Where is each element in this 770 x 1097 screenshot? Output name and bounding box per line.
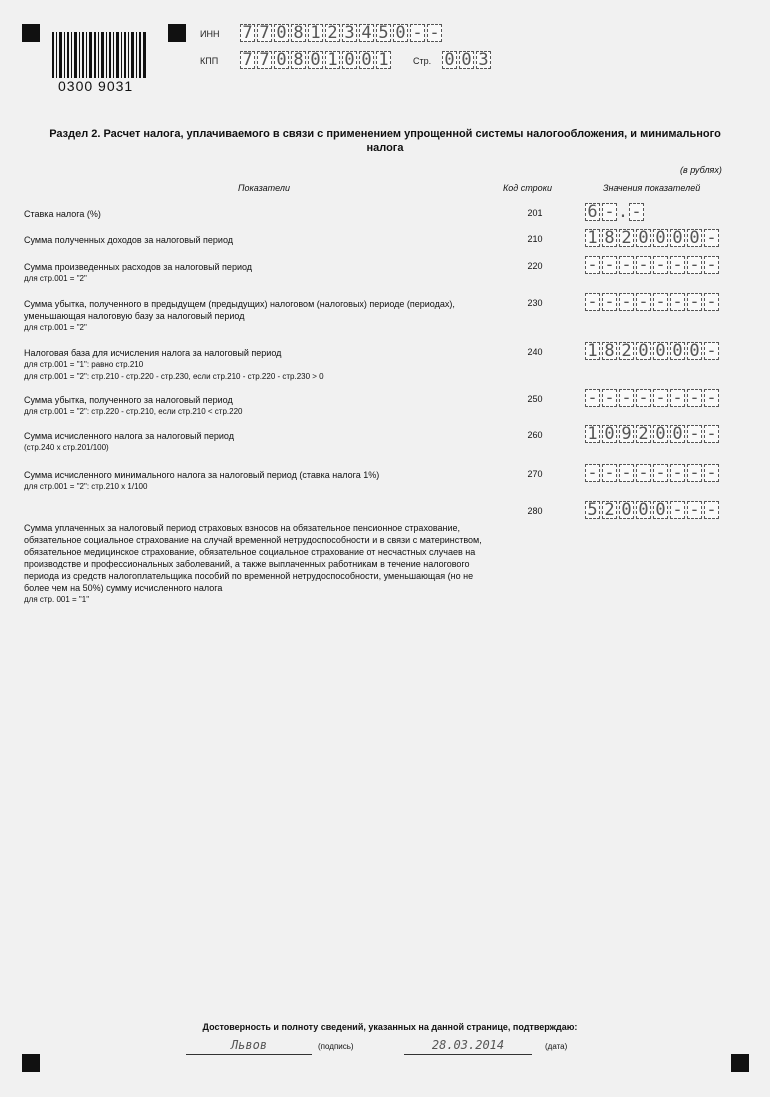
page-number-field[interactable] [442, 51, 491, 69]
digit-cell[interactable]: 2 [325, 24, 340, 42]
digit-cell[interactable]: - [704, 293, 719, 311]
barcode-image [52, 32, 148, 82]
barcode-number: 0300 9031 [58, 78, 134, 94]
column-header-values: Значения показателей [603, 183, 701, 193]
digit-cell[interactable]: - [670, 256, 685, 274]
digit-cell[interactable]: 0 [459, 51, 474, 69]
digit-cell[interactable]: 0 [308, 51, 323, 69]
digit-cell[interactable]: 2 [602, 501, 617, 519]
digit-cell[interactable]: 0 [636, 229, 651, 247]
row-label-240 [24, 347, 484, 383]
corner-marker-bottom-right [731, 1054, 749, 1072]
row-note: для стр.001 = "2" [24, 323, 87, 332]
digit-cell[interactable]: 7 [257, 51, 272, 69]
digit-cell[interactable]: - [585, 464, 600, 482]
kpp-label: КПП [200, 56, 219, 66]
row-code: 210 [527, 234, 543, 244]
row-code: 260 [527, 430, 543, 440]
row-value-field-250[interactable] [585, 389, 719, 407]
kpp-field[interactable] [240, 51, 391, 69]
digit-cell[interactable]: 6 [585, 203, 600, 221]
digit-cell[interactable]: - [602, 203, 617, 221]
digit-cell[interactable]: - [585, 293, 600, 311]
digit-cell[interactable]: 2 [636, 425, 651, 443]
row-note: (стр.240 х стр.201/100) [24, 443, 109, 452]
digit-cell[interactable]: - [670, 464, 685, 482]
row-note: для стр.001 = "2": стр.220 - стр.210, если стр.210 < стр.220 [24, 407, 243, 416]
corner-marker-bottom-left [22, 1054, 40, 1072]
digit-cell[interactable]: - [602, 256, 617, 274]
digit-cell[interactable]: 8 [291, 24, 306, 42]
digit-cell[interactable]: 2 [619, 342, 634, 360]
date-field[interactable]: 28.03.2014 [404, 1038, 532, 1055]
digit-cell[interactable]: 0 [359, 51, 374, 69]
row-title: Ставка налога (%) [24, 209, 101, 219]
digit-cell[interactable]: 0 [653, 229, 668, 247]
digit-cell[interactable]: 1 [325, 51, 340, 69]
digit-cell[interactable]: - [636, 293, 651, 311]
digit-cell[interactable]: - [704, 464, 719, 482]
digit-cell[interactable]: - [619, 464, 634, 482]
row-value-field-270[interactable] [585, 464, 719, 482]
digit-cell[interactable]: - [687, 256, 702, 274]
row-title: Сумма уплаченных за налоговый период страховых взносов на обязательное пенсионное страхование, обязательное социальное страхование на случай временной нетрудоспособности и в связи с материнством, обязательное медицинское страхование, обязательное социальное страхование от несчастных случаев на производстве и профессиональных заболеваний, а также выплаченных работникам в течение налогового периода из средств налогоплательщика пособий по временной нетрудоспособности, уменьшающая (но не более чем на 50%) сумму исчисленного налога [24, 523, 482, 593]
digit-cell[interactable]: 0 [274, 51, 289, 69]
digit-cell[interactable]: 1 [308, 24, 323, 42]
digit-cell[interactable]: 0 [653, 342, 668, 360]
digit-cell[interactable]: - [653, 389, 668, 407]
row-code: 201 [527, 208, 543, 218]
digit-cell[interactable]: - [410, 24, 425, 42]
confirmation-text: Достоверность и полноту сведений, указанных на данной странице, подтверждаю: [202, 1022, 578, 1032]
digit-cell[interactable]: 8 [291, 51, 306, 69]
row-label-201 [24, 208, 484, 220]
column-header-code: Код строки [503, 183, 552, 193]
digit-cell[interactable]: 5 [585, 501, 600, 519]
digit-cell[interactable]: - [653, 293, 668, 311]
digit-cell[interactable]: - [636, 464, 651, 482]
row-value-field-240[interactable] [585, 342, 719, 360]
digit-cell[interactable]: 0 [670, 425, 685, 443]
digit-cell[interactable]: - [704, 342, 719, 360]
digit-cell[interactable]: 7 [257, 24, 272, 42]
signature-field[interactable]: Львов [186, 1038, 312, 1055]
digit-cell[interactable]: - [687, 389, 702, 407]
digit-cell[interactable]: - [602, 293, 617, 311]
digit-cell[interactable]: - [687, 293, 702, 311]
digit-cell[interactable]: 1 [585, 425, 600, 443]
digit-cell[interactable]: - [602, 389, 617, 407]
digit-cell[interactable]: 9 [619, 425, 634, 443]
column-header-indicators: Показатели [238, 183, 290, 193]
row-title: Сумма убытка, полученного за налоговый период [24, 395, 233, 405]
digit-cell[interactable]: 2 [619, 229, 634, 247]
row-title: Налоговая база для исчисления налога за налоговый период [24, 348, 282, 358]
row-label-260 [24, 430, 484, 454]
digit-cell[interactable]: 0 [619, 501, 634, 519]
row-label-210 [24, 234, 484, 246]
digit-cell[interactable]: 0 [442, 51, 457, 69]
digit-cell[interactable]: 0 [636, 501, 651, 519]
digit-cell[interactable]: 0 [342, 51, 357, 69]
digit-cell[interactable]: - [670, 293, 685, 311]
digit-cell[interactable]: - [704, 229, 719, 247]
row-title: Сумма исчисленного минимального налога за налоговый период (ставка налога 1%) [24, 470, 380, 480]
digit-cell[interactable]: - [619, 256, 634, 274]
row-code: 270 [527, 469, 543, 479]
digit-cell[interactable]: - [585, 256, 600, 274]
row-code: 240 [527, 347, 543, 357]
digit-cell[interactable]: 0 [653, 425, 668, 443]
digit-cell[interactable]: 1 [585, 229, 600, 247]
date-caption: (дата) [545, 1042, 568, 1051]
row-title: Сумма произведенных расходов за налоговый период [24, 262, 253, 272]
row-note: для стр.001 = "2": стр.210 - стр.220 - стр.230, если стр.210 - стр.220 - стр.230 > 0 [24, 372, 324, 381]
inn-label: ИНН [200, 29, 220, 39]
row-title: Сумма убытка, полученного в предыдущем (предыдущих) налоговом (налоговых) периоде (периодах), уменьшающая налоговую базу за налоговый период [24, 299, 455, 321]
row-value-field-260[interactable] [585, 425, 719, 443]
digit-cell[interactable]: 0 [653, 501, 668, 519]
digit-cell[interactable]: - [670, 389, 685, 407]
digit-cell[interactable]: 1 [376, 51, 391, 69]
digit-cell[interactable]: - [704, 501, 719, 519]
row-code: 220 [527, 261, 543, 271]
digit-cell[interactable]: 3 [476, 51, 491, 69]
digit-cell[interactable]: - [704, 425, 719, 443]
row-note: для стр.001 = "1": равно стр.210 [24, 360, 144, 369]
digit-cell[interactable]: 8 [602, 229, 617, 247]
row-label-280 [24, 522, 484, 606]
digit-cell[interactable]: 4 [359, 24, 374, 42]
digit-cell[interactable]: - [687, 464, 702, 482]
digit-cell[interactable]: 0 [636, 342, 651, 360]
row-note: для стр.001 = "2" [24, 274, 87, 283]
digit-cell[interactable]: 0 [602, 425, 617, 443]
digit-cell[interactable]: - [619, 293, 634, 311]
units-note: (в рублях) [680, 165, 722, 175]
digit-cell[interactable]: - [636, 256, 651, 274]
digit-cell[interactable]: 0 [687, 342, 702, 360]
digit-cell[interactable]: - [687, 425, 702, 443]
row-title: Сумма исчисленного налога за налоговый период [24, 431, 234, 441]
page-label: Стр. [413, 56, 432, 66]
row-value-field-201[interactable] [585, 203, 644, 221]
row-note: для стр. 001 = "1" [24, 595, 90, 604]
row-label-220 [24, 261, 484, 285]
row-code: 250 [527, 394, 543, 404]
digit-cell[interactable]: 0 [393, 24, 408, 42]
digit-cell[interactable]: - [636, 389, 651, 407]
digit-cell[interactable]: 0 [670, 229, 685, 247]
row-value-field-210[interactable] [585, 229, 719, 247]
digit-cell[interactable]: 3 [342, 24, 357, 42]
digit-cell[interactable]: 7 [240, 51, 255, 69]
digit-cell[interactable]: - [653, 464, 668, 482]
section-title: Раздел 2. Расчет налога, уплачиваемого в связи с применением упрощенной системы налогообложения, и минимального налога [49, 128, 721, 154]
digit-cell[interactable]: - [427, 24, 442, 42]
digit-cell[interactable]: - [585, 389, 600, 407]
digit-cell[interactable]: 0 [274, 24, 289, 42]
digit-cell[interactable]: - [704, 389, 719, 407]
digit-cell[interactable]: 0 [670, 342, 685, 360]
digit-cell[interactable]: - [602, 464, 617, 482]
row-label-250 [24, 394, 484, 418]
row-value-field-230[interactable] [585, 293, 719, 311]
digit-cell[interactable]: 0 [687, 229, 702, 247]
digit-cell[interactable]: 1 [585, 342, 600, 360]
digit-cell[interactable]: - [687, 501, 702, 519]
row-note: для стр.001 = "2": стр.210 х 1/100 [24, 482, 148, 491]
row-label-270 [24, 469, 484, 493]
digit-cell[interactable]: - [619, 389, 634, 407]
corner-marker-top-left [22, 24, 40, 42]
digit-cell[interactable]: - [653, 256, 668, 274]
row-code: 280 [527, 506, 543, 516]
digit-cell[interactable]: 8 [602, 342, 617, 360]
digit-cell[interactable]: - [670, 501, 685, 519]
row-label-230 [24, 298, 464, 334]
row-value-field-280[interactable] [585, 501, 719, 519]
row-value-field-220[interactable] [585, 256, 719, 274]
inn-field[interactable] [240, 24, 442, 42]
corner-marker-top-right [168, 24, 186, 42]
digit-cell[interactable]: - [704, 256, 719, 274]
signature-caption: (подпись) [318, 1042, 354, 1051]
digit-cell[interactable]: - [629, 203, 644, 221]
row-code: 230 [527, 298, 543, 308]
row-title: Сумма полученных доходов за налоговый период [24, 235, 234, 245]
digit-cell[interactable]: 7 [240, 24, 255, 42]
digit-cell[interactable]: 5 [376, 24, 391, 42]
digit-cell[interactable]: . [617, 202, 629, 222]
